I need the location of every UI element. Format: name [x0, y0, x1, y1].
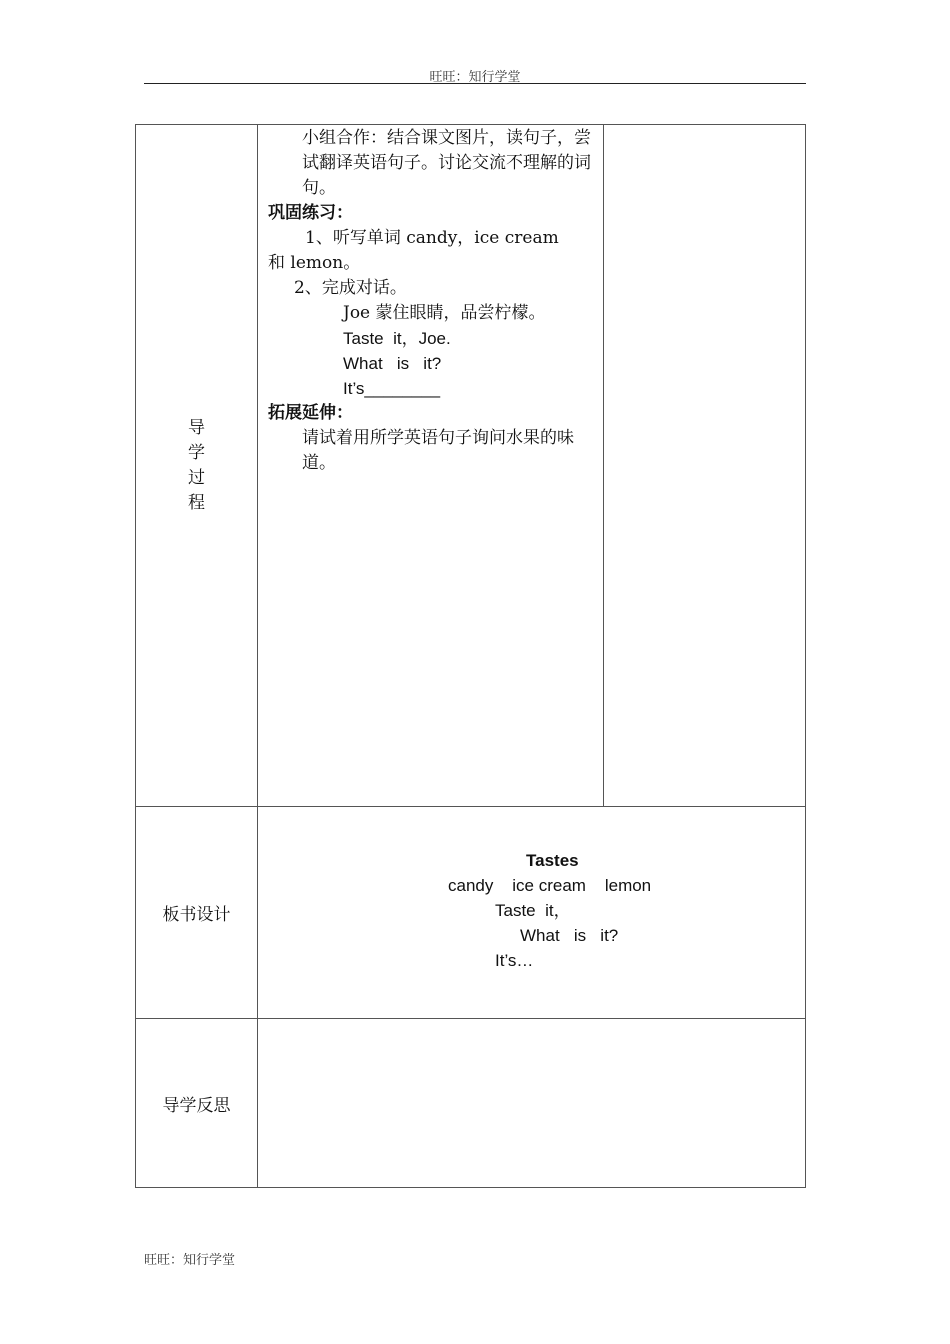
reflection-label: 导学反思	[162, 1095, 231, 1116]
practice-item-1: 1、听写单词 candy，ice cream	[305, 228, 559, 248]
header-divider	[144, 83, 806, 84]
practice-item-2: 2、完成对话。	[294, 278, 407, 298]
process-label-char: 过	[188, 467, 205, 488]
intro-paragraph: 小组合作：结合课文图片，读句子，尝试翻译英语句子。讨论交流不理解的词句。	[302, 128, 591, 198]
practice-heading: 巩固练习：	[268, 203, 353, 223]
process-label	[188, 416, 205, 516]
process-notes-cell	[603, 124, 806, 807]
process-label-char: 导	[188, 417, 205, 438]
process-label-char: 程	[188, 492, 205, 513]
board-line-2: What is it?	[520, 926, 619, 945]
extend-heading: 拓展延伸：	[268, 403, 353, 423]
process-label-char: 学	[188, 442, 205, 463]
board-content-cell	[257, 806, 806, 1019]
process-content-cell	[257, 124, 604, 807]
dialog-line: Joe 蒙住眼睛，品尝柠檬。	[343, 303, 546, 323]
practice-item-1-cont: 和 lemon。	[268, 253, 361, 273]
page-footer: 旺旺：知行学堂	[144, 1253, 236, 1268]
board-title: Tastes	[526, 851, 579, 870]
dialog-line: It’s________	[343, 379, 441, 398]
board-label: 板书设计	[162, 905, 231, 925]
reflection-content-cell	[257, 1018, 806, 1188]
dialog-line: Taste it，Joe.	[343, 329, 451, 348]
board-label-cell	[135, 806, 258, 1019]
extend-paragraph: 请试着用所学英语句子询问水果的味道。	[302, 428, 574, 473]
board-line-3: It’s…	[495, 951, 534, 970]
reflection-label-cell	[135, 1018, 258, 1188]
dialog-line: What is it?	[343, 354, 442, 373]
board-line-1: Taste it，	[495, 901, 571, 920]
board-words: candy ice cream lemon	[448, 876, 652, 895]
page-header: 旺旺：知行学堂	[429, 70, 521, 85]
process-label-cell	[135, 124, 258, 807]
